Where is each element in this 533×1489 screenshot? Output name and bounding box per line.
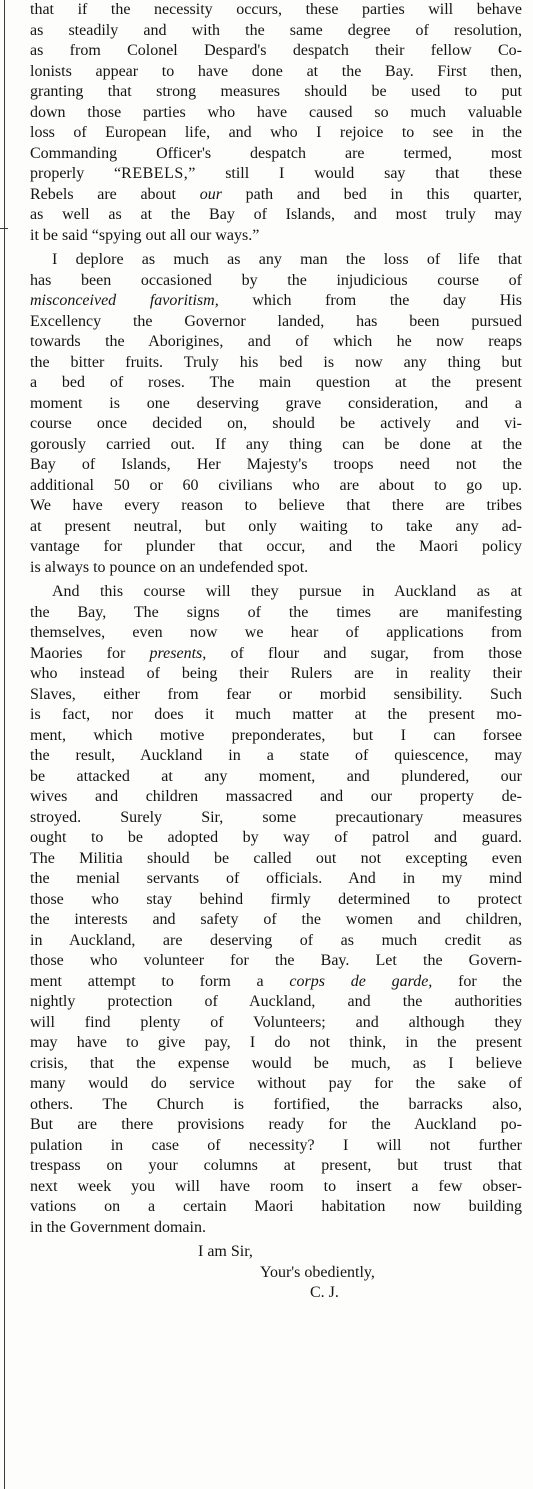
letter-closing [30,1242,522,1304]
text-line: Rebels are about our path and bed in this quarter, [30,185,522,203]
text-line: in the Government domain. [30,1218,206,1236]
text-line: Maories for presents, of flour and sugar, from those [30,644,522,662]
text-line: the menial servants of officials. And in my mind [30,870,522,887]
text-line: the result, Auckland in a state of quiescence, may [30,747,522,764]
text-line: is fact, nor does it much matter at the present mo- [30,706,522,723]
text-line: the bitter fruits. Truly his bed is now any thing but [30,353,522,371]
text-line: stroyed. Surely Sir, some precautionary measures [30,808,522,826]
text-line: And this course will they pursue in Auckland as at [52,583,522,600]
text-line: Slaves, either from fear or morbid sensibility. Such [30,685,522,703]
text-line: is always to pounce on an undefended spot. [30,558,309,576]
text-line: ment attempt to form a corps de garde, for the [30,972,522,990]
text-line: additional 50 or 60 civilians who are about to go up. [30,476,522,494]
text-line: a bed of roses. The main question at the present [30,374,522,391]
text-line: misconceived favoritism, which from the day His [30,292,522,309]
text-line: others. The Church is fortified, the barracks also, [30,1095,522,1113]
letter-column [30,0,522,1304]
text-line: I deplore as much as any man the loss of life that [52,251,522,268]
letter-paragraph [30,582,522,1238]
text-line: themselves, even now we hear of applications from [30,624,522,641]
text-line: at present neutral, but only waiting to take any ad- [30,517,522,535]
text-line: Commanding Officer's despatch are termed, most [30,144,522,162]
text-line: has been occasioned by the injudicious course of [30,271,522,289]
closing-salutation: I am Sir, [198,1243,253,1260]
text-line: vantage for plunder that occur, and the Maori policy [30,538,522,555]
text-line: many would do service without pay for the sake of [30,1075,522,1092]
text-line: ought to be adopted by way of patrol and guard. [30,829,522,846]
text-line: Bay of Islands, Her Majesty's troops need not the [30,456,522,473]
text-line: as steadily and with the same degree of resolution, [30,21,522,39]
text-line: trespass on your columns at present, but trust that [30,1157,522,1174]
closing-obediently: Your's obediently, [260,1263,375,1281]
text-line: vations on a certain Maori habitation now building [30,1198,522,1215]
text-line: who instead of being their Rulers are in reality their [30,665,522,682]
text-line: pulation in case of necessity? I will not further [30,1136,522,1154]
text-line: moment is one deserving grave consideration, and a [30,394,522,412]
text-line: as from Colonel Despard's despatch their fellow Co- [30,42,522,59]
text-line: loss of European life, and who I rejoice to see in the [30,124,522,141]
text-line: properly “REBELS,” still I would say that these [30,165,522,182]
signature: C. J. [310,1284,339,1301]
text-line: We have every reason to believe that there are tribes [30,497,522,514]
text-line: wives and children massacred and our property de- [30,788,522,805]
column-rule-tick [0,228,8,229]
text-line: it be said “spying out all our ways.” [30,226,260,244]
text-line: the interests and safety of the women and children, [30,911,522,928]
text-line: those who stay behind firmly determined to protect [30,890,522,908]
letter-paragraph [30,0,522,246]
text-line: will find plenty of Volunteers; and although they [30,1013,522,1031]
text-line: the Bay, The signs of the times are manifesting [30,603,522,621]
text-line: down those parties who have caused so much valuable [30,103,522,121]
text-line: towards the Aborigines, and of which he now reaps [30,333,522,350]
text-line: But are there provisions ready for the Auckland po- [30,1116,522,1133]
text-line: next week you will have room to insert a few obser- [30,1177,522,1195]
text-line: nightly protection of Auckland, and the authorities [30,993,522,1010]
text-line: course once decided on, should be actively and vi- [30,415,522,432]
text-line: may have to give pay, I do not think, in the present [30,1034,522,1051]
text-line: as well as at the Bay of Islands, and most truly may [30,206,522,223]
letter-body [30,0,522,1238]
text-line: gorously carried out. If any thing can be done at the [30,435,522,453]
text-line: lonists appear to have done at the Bay. First then, [30,62,522,80]
text-line: those who volunteer for the Bay. Let the Govern- [30,952,522,969]
text-line: in Auckland, are deserving of as much credit as [30,931,522,949]
text-line: granting that strong measures should be used to put [30,83,522,100]
text-line: Excellency the Governor landed, has been pursued [30,312,522,330]
letter-paragraph [30,250,522,578]
text-line: ment, which motive preponderates, but I can forsee [30,726,522,744]
text-line: crisis, that the expense would be much, as I believe [30,1054,522,1072]
column-rule [4,0,5,1489]
text-line: that if the necessity occurs, these parties will behave [30,1,522,18]
text-line: The Militia should be called out not excepting even [30,849,522,867]
text-line: be attacked at any moment, and plundered, our [30,767,522,785]
